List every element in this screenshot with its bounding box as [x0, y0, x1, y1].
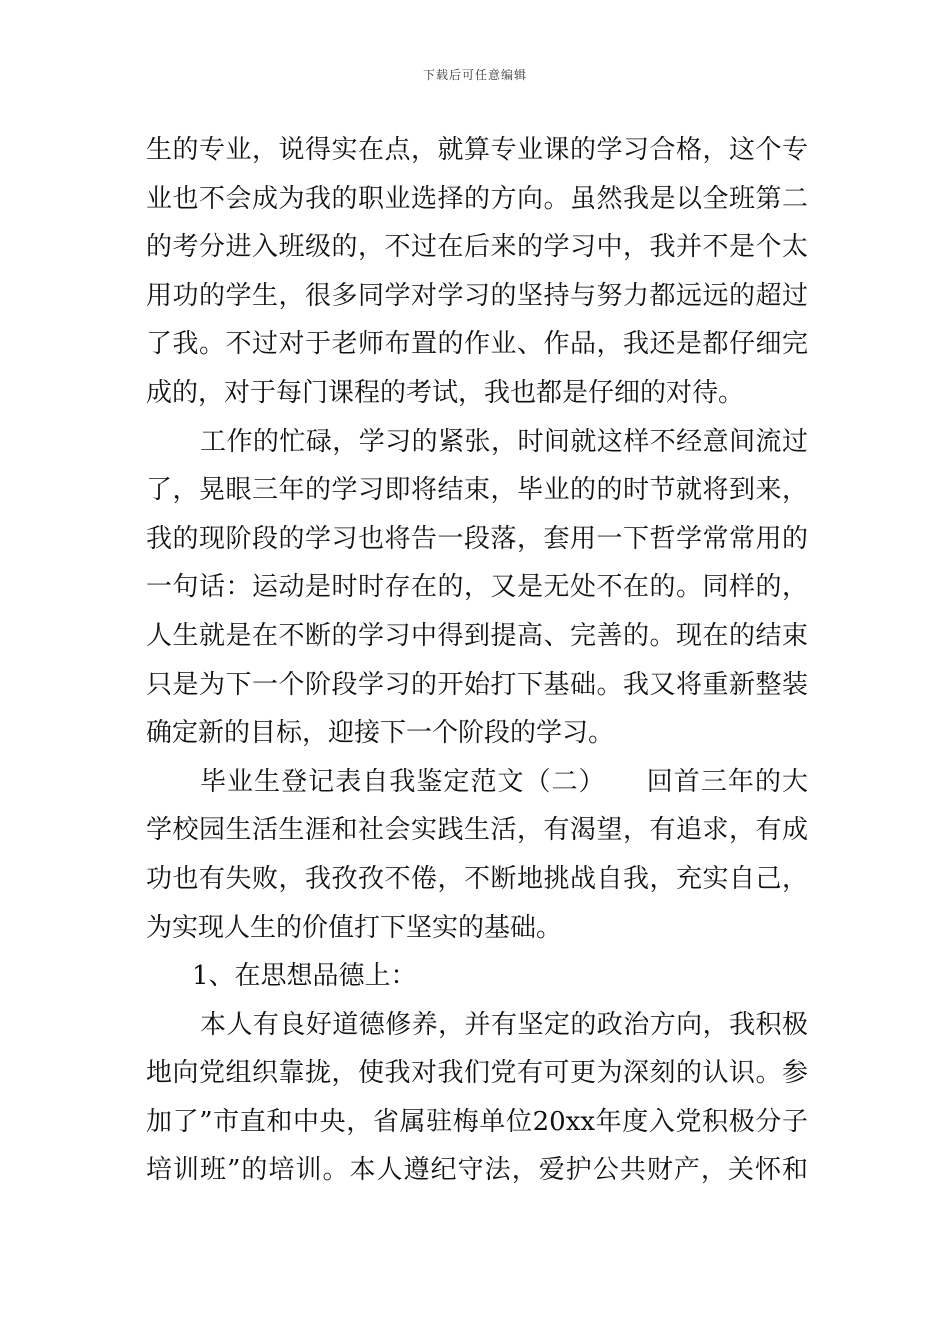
text-line: 工作的忙碌，学习的紧张，时间就这样不经意间流过	[200, 426, 808, 457]
text-line: 确定新的目标，迎接下一个阶段的学习。	[146, 718, 615, 749]
text-line: 为实现人生的价值打下坚实的基础。	[146, 912, 563, 943]
text-line: 用功的学生，很多同学对学习的坚持与努力都远远的超过	[146, 280, 808, 311]
text-line: 地向党组织靠拢，使我对我们党有可更为深刻的认识。参	[146, 1058, 808, 1089]
subheading-line: 1、在思想品德上：	[192, 961, 417, 992]
page-header: 下载后可任意编辑	[422, 68, 527, 82]
text-line: 培训班”的培训。本人遵纪守法，爱护公共财产，关怀和	[146, 1155, 808, 1186]
text-line: 了，晃眼三年的学习即将结束，毕业的的时节就将到来，	[146, 475, 808, 506]
text-line: 加了”市直和中央，省属驻梅单位20xx年度入党积极分子	[146, 1106, 808, 1137]
text-line: 我的现阶段的学习也将告一段落，套用一下哲学常常用的	[146, 523, 808, 554]
text-line: 学校园生活生涯和社会实践生活，有渴望，有追求，有成	[146, 815, 808, 846]
text-line: 人生就是在不断的学习中得到提高、完善的。现在的结束	[146, 620, 808, 651]
text-line: 成的，对于每门课程的考试，我也都是仔细的对待。	[146, 377, 745, 408]
text-line: 生的专业，说得实在点，就算专业课的学习合格，这个专	[146, 135, 808, 165]
text-line: 功也有失败，我孜孜不倦，不断地挑战自我，充实自己，	[146, 863, 808, 894]
text-line: 业也不会成为我的职业选择的方向。虽然我是以全班第二	[146, 183, 808, 214]
text-line: 只是为下一个阶段学习的开始打下基础。我又将重新整装	[146, 669, 808, 700]
text-line: 的考分进入班级的，不过在后来的学习中，我并不是个太	[146, 232, 808, 263]
text-line: 了我。不过对于老师布置的作业、作品，我还是都仔细完	[146, 329, 808, 360]
document-body	[146, 126, 808, 1195]
text-line: 一句话：运动是时时存在的，又是无处不在的。同样的，	[146, 572, 808, 603]
text-line: 本人有良好道德修养，并有坚定的政治方向，我积极	[200, 1009, 808, 1040]
section-title-line: 毕业生登记表自我鉴定范文（二） 回首三年的大	[200, 766, 808, 797]
